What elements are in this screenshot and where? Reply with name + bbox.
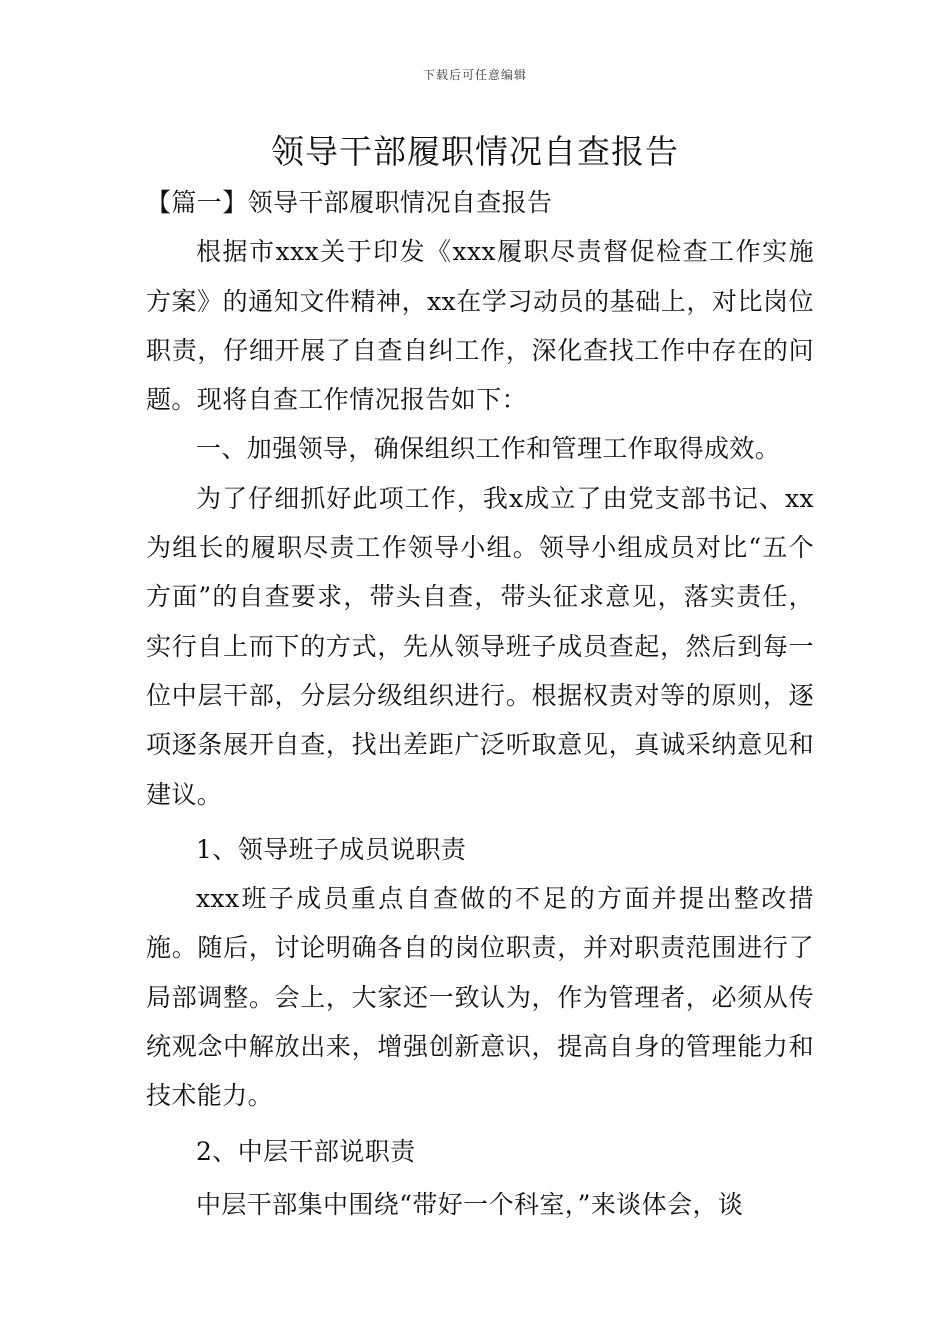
subheading-one: 1、领导班子成员说职责: [196, 834, 467, 864]
intro-paragraph: 根据市xxx关于印发《xxx履职尽责督促检查工作实施方案》的通知文件精神，xx在学习动员的基础上，对比岗位职责，仔细开展了自查自纠工作，深化查找工作中存在的问题。现将自查工作情况报告如下：: [146, 237, 814, 415]
subheading-two: 2、中层干部说职责: [196, 1136, 416, 1166]
body-paragraph: 为了仔细抓好此项工作，我x成立了由党支部书记、xx为组长的履职尽责工作领导小组。领导小组成员对比“五个方面”的自查要求，带头自查，带头征求意见，落实责任，实行自上而下的方式，先从领导班子成员查起，然后到每一位中层干部，分层分级组织进行。根据权责对等的原则，逐项逐条展开自查，找出差距广泛听取意见，真诚采纳意见和建议。: [146, 483, 814, 809]
section-heading: 【篇一】领导干部履职情况自查报告: [146, 188, 553, 217]
document-title: 领导干部履职情况自查报告: [271, 132, 679, 171]
heading-one: 一、加强领导，确保组织工作和管理工作取得成效。: [196, 434, 781, 464]
header-note: 下载后可任意编辑: [422, 68, 527, 82]
document-body: [146, 178, 814, 1229]
body-paragraph: xxx班子成员重点自查做的不足的方面并提出整改措施。随后，讨论明确各自的岗位职责，并对职责范围进行了局部调整。会上，大家还一致认为，作为管理者，必须从传统观念中解放出来，增强创新意识，提高自身的管理能力和技术能力。: [146, 884, 814, 1111]
body-paragraph: 中层干部集中围绕“带好一个科室，”来谈体会，谈: [196, 1189, 744, 1219]
